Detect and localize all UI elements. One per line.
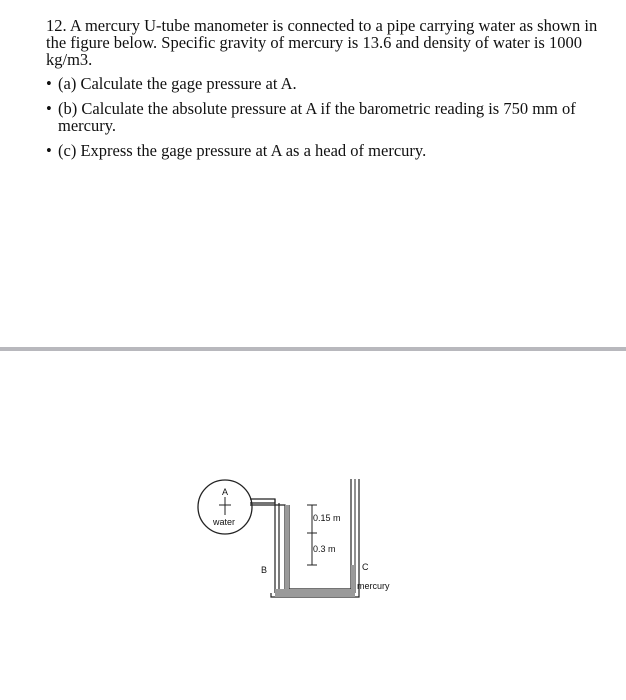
dim-lower-label: 0.3 m: [313, 544, 336, 554]
problem-text: [46, 17, 606, 167]
bullet-marker: •: [46, 141, 52, 160]
connecting-tube: [250, 499, 275, 503]
mercury-left-column: [285, 505, 289, 589]
bullet-marker: •: [46, 99, 52, 118]
question-b: [46, 100, 606, 134]
mercury-bottom: [275, 589, 355, 597]
question-a-text: (a) Calculate the gage pressure at A.: [58, 74, 297, 93]
manometer-figure: [195, 475, 425, 605]
question-a: [46, 75, 606, 92]
u-tube-outer: [271, 479, 359, 597]
point-c-label: C: [362, 562, 369, 572]
mercury-label: mercury: [357, 581, 390, 591]
point-b-label: B: [261, 565, 268, 575]
dim-upper-label: 0.15 m: [313, 513, 341, 523]
mercury-right-column: [351, 565, 355, 589]
bullet-marker: •: [46, 74, 52, 93]
point-a-label: A: [222, 487, 229, 497]
water-label: water: [213, 517, 236, 527]
question-c-text: (c) Express the gage pressure at A as a head of mercury.: [58, 141, 427, 160]
section-divider: [0, 347, 626, 351]
problem-statement: 12. A mercury U-tube manometer is connected to a pipe carrying water as shown in the figure below. Specific gravity of mercury is 13.6 and density of water is 1000 kg/m3.: [46, 16, 598, 69]
question-b-text: (b) Calculate the absolute pressure at A if the barometric reading is 750 mm of mercury.: [58, 99, 576, 135]
u-tube-inner: [289, 479, 351, 589]
manometer-diagram: [195, 475, 425, 605]
question-c: [46, 142, 606, 159]
